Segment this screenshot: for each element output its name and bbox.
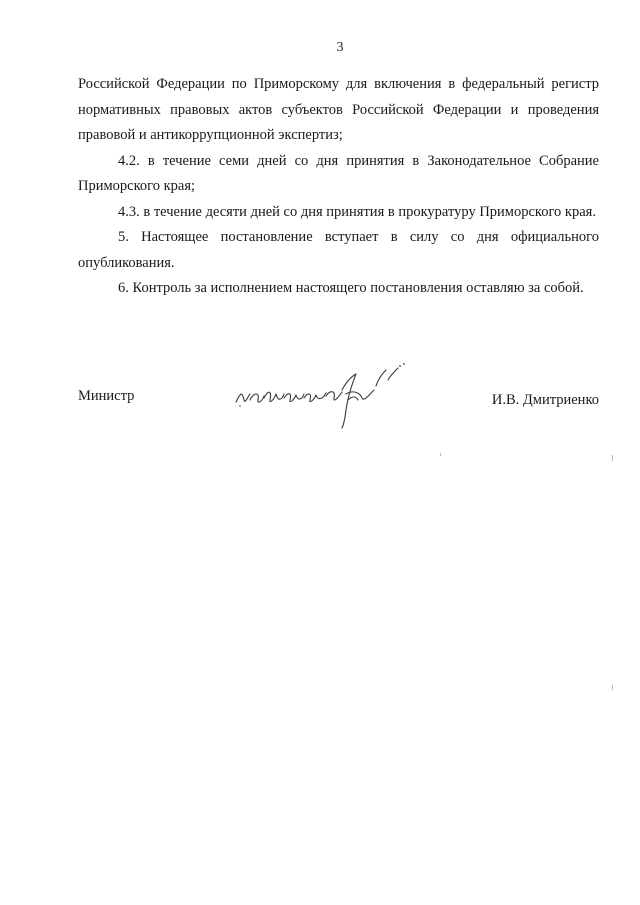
signer-position: Министр	[78, 388, 135, 404]
page-number: 3	[336, 40, 344, 55]
scan-speck	[612, 455, 613, 461]
handwritten-signature	[228, 360, 428, 430]
paragraph-continuation: Российской Федерации по Приморскому для включения в федеральный регистр нормативных правовых актов субъектов Российской Федерации и проведения правовой и антикоррупционной экспертиз;	[78, 76, 599, 143]
signature-block	[78, 360, 599, 430]
paragraph-item-4-2: 4.2. в течение семи дней со дня принятия в Законодательное Собрание Приморского края;	[78, 152, 599, 194]
signer-name: И.В. Дмитриенко	[491, 392, 599, 408]
paragraph-item-6: 6. Контроль за исполнением настоящего постановления оставляю за собой.	[118, 280, 584, 296]
scan-speck	[612, 685, 613, 690]
document-body	[78, 72, 599, 302]
scan-speck	[440, 453, 441, 456]
paragraph-item-4-3: 4.3. в течение десяти дней со дня принятия в прокуратуру Приморского края.	[118, 203, 596, 220]
paragraph-item-5: 5. Настоящее постановление вступает в силу со дня официального опубликования.	[78, 229, 599, 271]
